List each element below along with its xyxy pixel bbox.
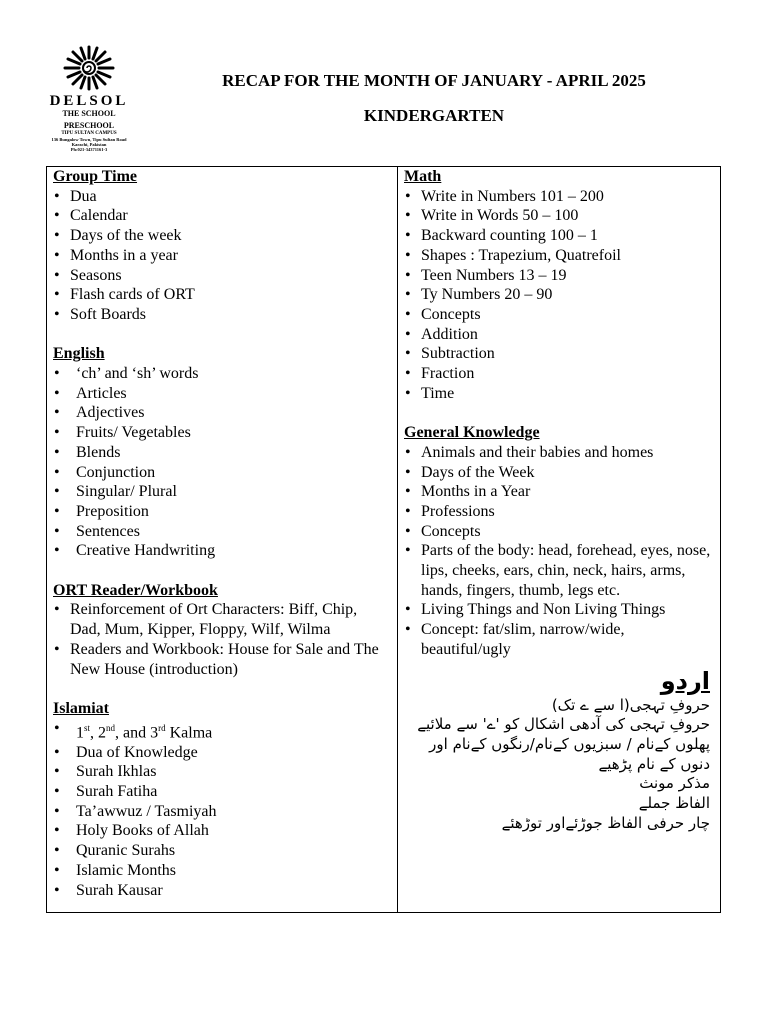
list-item: • Blends: [53, 443, 391, 463]
list-item: • Write in Numbers 101 – 200: [404, 187, 716, 207]
list-item: • Calendar: [53, 206, 391, 226]
sun-logo-icon: [59, 44, 119, 92]
list-item: • Surah Kausar: [53, 881, 391, 901]
urdu-line: پھلوں کےنام / سبزیوں کےنام/رنگوں کےنام اور دنوں کے نام پڑھیے: [429, 734, 710, 773]
list-item: • Backward counting 100 – 1: [404, 226, 716, 246]
islamiat-list: [53, 719, 391, 743]
list-item-kalma: [53, 719, 391, 743]
list-item: • Islamic Months: [53, 861, 391, 881]
list-item: • Soft Boards: [53, 305, 391, 325]
list-item: • Time: [404, 384, 716, 404]
kalma-s3: rd: [158, 722, 166, 733]
school-logo: [30, 44, 148, 152]
column-divider: [397, 167, 398, 912]
section-heading: General Knowledge: [404, 424, 540, 442]
list-item: • Living Things and Non Living Things: [404, 600, 716, 620]
list-item: • Reinforcement of Ort Characters: Biff, Chip, Dad, Mum, Kipper, Floppy, Wilf, Wilma: [53, 600, 391, 639]
page-subtitle: KINDERGARTEN: [363, 106, 505, 125]
ort-list: [53, 600, 391, 679]
list-item: • Quranic Surahs: [53, 841, 391, 861]
list-item: • Concepts: [404, 305, 716, 325]
list-item: • Articles: [53, 384, 391, 404]
list-item: • Fraction: [404, 364, 716, 384]
kalma-rest: Kalma: [165, 723, 213, 741]
logo-brand: DELSOL: [49, 93, 129, 109]
list-item: • Months in a Year: [404, 482, 716, 502]
urdu-line: حروفِ تہجی(ا سے ے تک): [551, 695, 710, 714]
kalma-s1: st: [84, 722, 91, 733]
section-heading: Group Time: [53, 168, 138, 185]
list-item: • ‘ch’ and ‘sh’ words: [53, 364, 391, 384]
list-item: • Flash cards of ORT: [53, 285, 391, 305]
kalma-n3: 3: [150, 723, 159, 741]
logo-preschool: PRESCHOOL: [63, 121, 115, 130]
list-item: • Subtraction: [404, 344, 716, 364]
ort-section: [53, 581, 391, 680]
left-column: [53, 167, 391, 920]
list-item: • Addition: [404, 325, 716, 345]
urdu-section: [404, 666, 716, 834]
list-item: • Animals and their babies and homes: [404, 443, 716, 463]
list-item: • Adjectives: [53, 403, 391, 423]
islamiat-list-rest: [53, 743, 391, 901]
list-item: • Teen Numbers 13 – 19: [404, 266, 716, 286]
logo-address-line-1: 136 Bungalow Town, Tipu Sultan Road: [51, 137, 127, 142]
group-time-section: [53, 167, 391, 325]
list-item: • Conjunction: [53, 463, 391, 483]
group-time-list: [53, 187, 391, 325]
logo-phone: Ph:021-34371161-3: [70, 147, 108, 152]
urdu-line: حروفِ تہجی کی آدھی اشکال کو 'ے' سے ملائیے: [417, 715, 710, 734]
kalma-n1: 1: [76, 723, 84, 741]
urdu-line: چار حرفی الفاظ جوڑئےاور توڑھئے: [501, 813, 710, 832]
section-heading: English: [53, 345, 105, 363]
list-item: • Shapes : Trapezium, Quatrefoil: [404, 246, 716, 266]
list-item: • Professions: [404, 502, 716, 522]
list-item: • Preposition: [53, 502, 391, 522]
urdu-lines: [404, 696, 710, 834]
section-heading: Math: [404, 168, 442, 185]
kalma-sep2: , and: [115, 723, 151, 741]
islamiat-section: [53, 699, 391, 900]
right-column: [404, 167, 716, 833]
kalma-s2: nd: [106, 722, 116, 733]
list-item: • Surah Ikhlas: [53, 762, 391, 782]
page-title: RECAP FOR THE MONTH OF JANUARY - APRIL 2025: [222, 71, 646, 90]
list-item: • Days of the Week: [404, 463, 716, 483]
urdu-line: مذکر مونث: [639, 774, 710, 793]
urdu-line: الفاظ جملے: [638, 794, 710, 813]
list-item: • Surah Fatiha: [53, 782, 391, 802]
kalma-n2: 2: [98, 723, 107, 741]
list-item: • Creative Handwriting: [53, 541, 391, 561]
list-item: • Fruits/ Vegetables: [53, 423, 391, 443]
section-heading: Islamiat: [53, 699, 109, 717]
list-item: • Holy Books of Allah: [53, 821, 391, 841]
list-item: • Ty Numbers 20 – 90: [404, 285, 716, 305]
list-item: • Singular/ Plural: [53, 482, 391, 502]
logo-address-line-2: Karachi, Pakistan: [71, 142, 107, 147]
list-item: • Days of the week: [53, 226, 391, 246]
list-item: • Parts of the body: head, forehead, eyes, nose, lips, cheeks, ears, chin, neck, hairs, arms, hands, fingers, thumb, legs etc.: [404, 541, 716, 600]
logo-campus: TIPU SULTAN CAMPUS: [61, 131, 117, 136]
list-item: • Months in a year: [53, 246, 391, 266]
english-list: [53, 364, 391, 561]
list-item: • Seasons: [53, 266, 391, 286]
gk-section: [404, 423, 716, 659]
list-item: • Readers and Workbook: House for Sale and The New House (introduction): [53, 640, 391, 679]
list-item: • Concept: fat/slim, narrow/wide, beautiful/ugly: [404, 620, 716, 659]
urdu-heading: اردو: [660, 666, 710, 695]
kalma-sep1: ,: [90, 723, 99, 741]
list-item: • Concepts: [404, 522, 716, 542]
list-item: • Write in Words 50 – 100: [404, 206, 716, 226]
section-heading: ORT Reader/Workbook: [53, 581, 218, 599]
recap-table: [46, 166, 721, 913]
logo-school: THE SCHOOL: [62, 109, 116, 118]
list-item: • Ta’awwuz / Tasmiyah: [53, 802, 391, 822]
gk-list: [404, 443, 716, 660]
math-section: [404, 167, 716, 403]
list-item: • Dua: [53, 187, 391, 207]
list-item: • Dua of Knowledge: [53, 743, 391, 763]
math-list: [404, 187, 716, 404]
english-section: [53, 344, 391, 561]
list-item: • Sentences: [53, 522, 391, 542]
